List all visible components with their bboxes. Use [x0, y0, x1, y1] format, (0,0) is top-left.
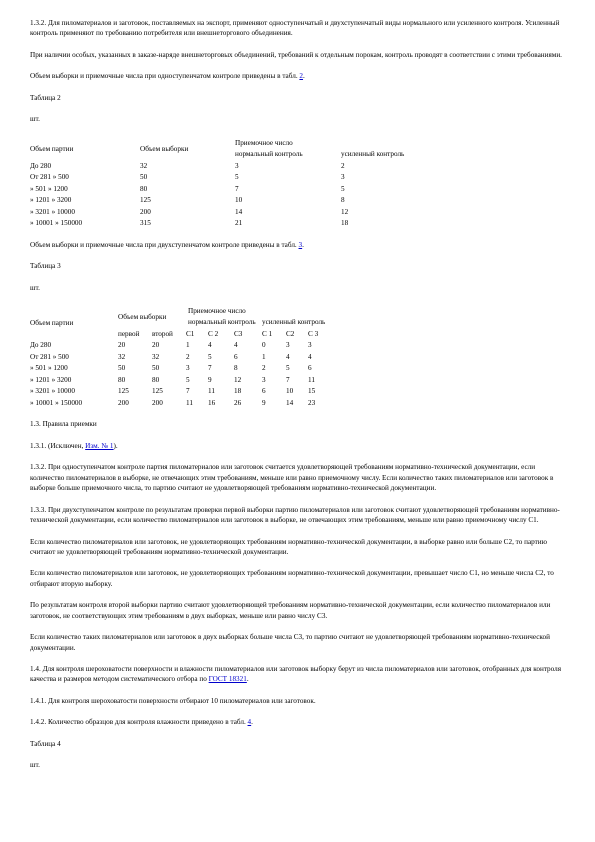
- table-2-cell: 32: [140, 161, 148, 170]
- table-3-cell: От 281 » 500: [30, 352, 69, 361]
- paragraph-single-stage-rule: 1.3.2. При одноступенчатом контроле партия пиломатериалов или заготовок считается удовлетворяющей требованиям нормативно-технической документации, если количество пиломатериалов в выборке, не отвечающих этим требованиям, меньше или равно приемочному числу. Если количество таких пиломатериалов или заготовок в выборке больше приемочного числа, то партию считают не удовлетворяющей требованиям нормативно-технической документации.: [30, 463, 554, 493]
- table-3-sub-c2-enhanced: C2: [286, 329, 295, 338]
- paragraph-1-3-1-text: 1.3.1. (Исключен,: [30, 441, 86, 450]
- table-3-cell: 5: [286, 364, 290, 373]
- table-3-cell: 7: [208, 364, 212, 373]
- paragraph-single-stage: [30, 71, 570, 81]
- table-2-cell: 3: [341, 173, 345, 182]
- table-2-cell: 125: [140, 196, 151, 205]
- paragraph-special-requirements: При наличии особых, указанных в заказе-наряде внешнеторговых объединений, требований к отдельным порокам, контроль проводят в соответствии с этими требованиями.: [30, 50, 562, 59]
- paragraph-1-4-text: 1.4. Для контроля шероховатости поверхности и влажности пиломатериалов или заготовок выборку берут из числа пиломатериалов или заготовок, отобранных для контроля качества и размеров методом систематического отбора по: [30, 665, 562, 684]
- paragraph-1-4-2-text: 1.4.2. Количество образцов для контроля влажности приведено в табл.: [30, 718, 248, 727]
- table-2-cell: 18: [341, 219, 349, 228]
- table-2-cell: » 10001 » 150000: [30, 219, 83, 228]
- table-3-cell: 6: [262, 387, 266, 396]
- table-3-cell: 3: [186, 364, 190, 373]
- table-3-cell: 50: [152, 364, 160, 373]
- table-2-cell: 5: [341, 184, 345, 193]
- table-3-cell: 7: [186, 387, 190, 396]
- table-3-cell: 200: [152, 398, 163, 407]
- table-2-cell: 8: [341, 196, 345, 205]
- table-3-cell: 18: [234, 387, 242, 396]
- table-3-cell: 16: [208, 398, 216, 407]
- table-2-unit: шт.: [30, 115, 40, 124]
- gost-18321-link[interactable]: ГОСТ 18321: [208, 675, 247, 684]
- table-3-row: [30, 398, 330, 410]
- paragraph-second-sample: По результатам контроля второй выборки партию считают удовлетворяющей требованиям нормативно-технической документации, если количество пиломатериалов или заготовок, не соответствующих этим требованиям в двух выборках, меньше или равно числу С3.: [30, 601, 551, 620]
- table-3-cell: 11: [208, 387, 215, 396]
- table-3-cell: 4: [234, 341, 238, 350]
- table-3-row: [30, 340, 330, 352]
- table-3-sub-c1-enhanced: C 1: [262, 329, 273, 338]
- paragraph-single-stage-text: Объем выборки и приемочные числа при одноступенчатом контроле приведены в табл.: [30, 72, 300, 81]
- table-2-row: [30, 207, 441, 219]
- paragraph-two-stage-end: .: [302, 240, 304, 249]
- table-4-unit: шт.: [30, 761, 40, 770]
- paragraph-1-4-end: .: [246, 675, 249, 684]
- table-2-cell: 10: [235, 196, 243, 205]
- table-2-cell: 50: [140, 173, 148, 182]
- paragraph-1-3-3: 1.3.3. При двухступенчатом контроле по результатам проверки первой выборки партию пиломатериалов или заготовок считают удовлетворяющей требованиям нормативно-технической документации, если количество пиломатериалов или заготовок в выборке, не отвечающих этим требованиям, меньше или равно приемочному числу С1.: [30, 505, 560, 525]
- table-3-cell: » 1201 » 3200: [30, 375, 72, 384]
- table-3-row: [30, 386, 330, 398]
- table-2-cell: 7: [235, 184, 239, 193]
- table-3-cell: 14: [286, 398, 294, 407]
- paragraph-c2-rule: Если количество пиломатериалов или заготовок, не удовлетворяющих требованиям нормативно-технической документации, в выборке равно или больше С2, то партию считают не удовлетворяющей требованиям нормативно-технической документации.: [30, 537, 547, 556]
- table-3-cell: 0: [262, 341, 266, 350]
- paragraph-1-4-1: 1.4.1. Для контроля шероховатости поверхности отбирают 10 пиломатериалов или заготовок.: [30, 696, 316, 705]
- paragraph-two-stage-text: Объем выборки и приемочные числа при двухступенчатом контроле приведены в табл.: [30, 240, 299, 249]
- table-2-row: [30, 218, 441, 230]
- heading-acceptance-rules: 1.3. Правила приемки: [30, 420, 97, 429]
- table-3-cell: 50: [118, 364, 126, 373]
- amendment-1-link[interactable]: Изм. № 1: [85, 441, 114, 450]
- table-3-cell: До 280: [30, 341, 52, 350]
- table-3-sub-c3: C3: [234, 329, 243, 338]
- table-3-row: [30, 363, 330, 375]
- table-3-cell: 3: [262, 375, 266, 384]
- table-2-cell: От 281 » 500: [30, 173, 69, 182]
- paragraph-1-3-1-end: ).: [113, 441, 118, 450]
- table-3-cell: » 501 » 1200: [30, 364, 68, 373]
- table-3-cell: 23: [308, 398, 316, 407]
- table-2-row: [30, 172, 441, 184]
- table-2-head-lot: Объем партии: [30, 144, 74, 153]
- table-2-link[interactable]: 2: [299, 72, 304, 81]
- table-3-head-sample: Объем выборки: [118, 313, 167, 322]
- table-2-cell: » 1201 » 3200: [30, 196, 72, 205]
- table-3-head-lot: Объем партии: [30, 318, 74, 327]
- table-3-cell: 125: [152, 387, 163, 396]
- table-3-head-first: первой: [118, 329, 140, 338]
- table-3-cell: 4: [286, 352, 290, 361]
- table-2-cell: 5: [235, 173, 239, 182]
- table-3-cell: 4: [208, 341, 212, 350]
- table-3-cell: 6: [234, 352, 238, 361]
- table-2-cell: 200: [140, 207, 151, 216]
- table-3-cell: 4: [308, 352, 312, 361]
- table-3-cell: 11: [186, 398, 193, 407]
- table-3-cell: 12: [234, 375, 242, 384]
- paragraph-1-4: [30, 664, 570, 685]
- table-3-head-second: второй: [152, 329, 173, 338]
- table-3-cell: 2: [186, 352, 190, 361]
- table-3-cell: 200: [118, 398, 129, 407]
- table-3-cell: » 3201 » 10000: [30, 387, 75, 396]
- table-3-row: [30, 375, 330, 387]
- table-3-cell: 80: [152, 375, 160, 384]
- table-3-cell: 10: [286, 387, 294, 396]
- table-2-cell: 14: [235, 207, 243, 216]
- table-2-cell: 3: [235, 161, 239, 170]
- table-2-cell: » 3201 » 10000: [30, 207, 75, 216]
- table-3-sub-c2: C 2: [208, 329, 219, 338]
- table-3-cell: 11: [308, 375, 315, 384]
- table-2-head-normal: нормальный контроль: [235, 150, 303, 159]
- table-3-cell: 20: [118, 341, 126, 350]
- table-2-head-acceptance: Приемочное число: [235, 138, 293, 147]
- paragraph-1-4-2-end: .: [251, 718, 253, 727]
- table-2: [30, 138, 441, 230]
- paragraph-1-3-1: [30, 441, 570, 451]
- table-3-caption: Таблица 3: [30, 262, 61, 271]
- table-3-cell: 3: [286, 341, 290, 350]
- table-3-cell: 32: [152, 352, 160, 361]
- table-2-row: [30, 184, 441, 196]
- paragraph-single-stage-end: .: [303, 72, 305, 81]
- table-3-cell: 2: [262, 364, 266, 373]
- paragraph-c3-rule: Если количество таких пиломатериалов или заготовок в двух выборках больше числа С3, то партию считают не удовлетворяющей требованиям нормативно-технической документации.: [30, 633, 550, 652]
- table-3-cell: 26: [234, 398, 242, 407]
- table-3-cell: 5: [186, 375, 190, 384]
- table-2-caption: Таблица 2: [30, 93, 61, 102]
- table-3-cell: 6: [308, 364, 312, 373]
- table-3-head-acceptance: Приемочное число: [188, 306, 246, 315]
- table-3-cell: 20: [152, 341, 160, 350]
- table-3-cell: 15: [308, 387, 316, 396]
- table-3-cell: 3: [308, 341, 312, 350]
- table-3-unit: шт.: [30, 283, 40, 292]
- table-2-cell: 12: [341, 207, 349, 216]
- table-3-cell: 1: [186, 341, 190, 350]
- table-3-link[interactable]: 3: [298, 240, 303, 249]
- table-2-row: [30, 161, 441, 173]
- table-3-cell: 9: [208, 375, 212, 384]
- table-2-row: [30, 195, 441, 207]
- table-3-row: [30, 352, 330, 364]
- document-page: [30, 18, 570, 784]
- table-3-cell: 7: [286, 375, 290, 384]
- paragraph-c1-c2-rule: Если количество пиломатериалов или заготовок, не удовлетворяющих требованиям нормативно-технической документации, превышает число С1, но меньше числа С2, то отбирают вторую выборку.: [30, 569, 554, 588]
- table-2-cell: 21: [235, 219, 243, 228]
- table-3-cell: 5: [208, 352, 212, 361]
- table-3-sub-c1: C1: [186, 329, 195, 338]
- table-4-caption: Таблица 4: [30, 739, 61, 748]
- table-2-cell: » 501 » 1200: [30, 184, 68, 193]
- table-2-cell: До 280: [30, 161, 52, 170]
- table-2-cell: 315: [140, 219, 151, 228]
- paragraph-1-4-2: [30, 717, 570, 727]
- table-3-head-enhanced: усиленный контроль: [262, 318, 326, 327]
- table-3: [30, 306, 330, 410]
- table-3-cell: 80: [118, 375, 126, 384]
- table-2-cell: 80: [140, 184, 148, 193]
- table-2-head-sample: Объем выборки: [140, 144, 189, 153]
- table-4-link[interactable]: 4: [247, 718, 252, 727]
- table-3-cell: 1: [262, 352, 266, 361]
- paragraph-two-stage: [30, 240, 570, 250]
- table-3-sub-c3-enhanced: C 3: [308, 329, 319, 338]
- table-3-cell: 8: [234, 364, 238, 373]
- table-3-head-normal: нормальный контроль: [188, 318, 256, 327]
- table-3-cell: » 10001 » 150000: [30, 398, 83, 407]
- table-2-cell: 2: [341, 161, 345, 170]
- table-3-cell: 125: [118, 387, 129, 396]
- table-3-cell: 32: [118, 352, 126, 361]
- table-2-head-enhanced: усиленный контроль: [341, 150, 405, 159]
- paragraph-1-3-2: 1.3.2. Для пиломатериалов и заготовок, поставляемых на экспорт, применяют одноступенчатый и двухступенчатый виды нормального или усиленного контроля. Усиленный контроль применяют по требованию потребителя или внешнеторгового объединения.: [30, 19, 560, 38]
- table-3-cell: 9: [262, 398, 266, 407]
